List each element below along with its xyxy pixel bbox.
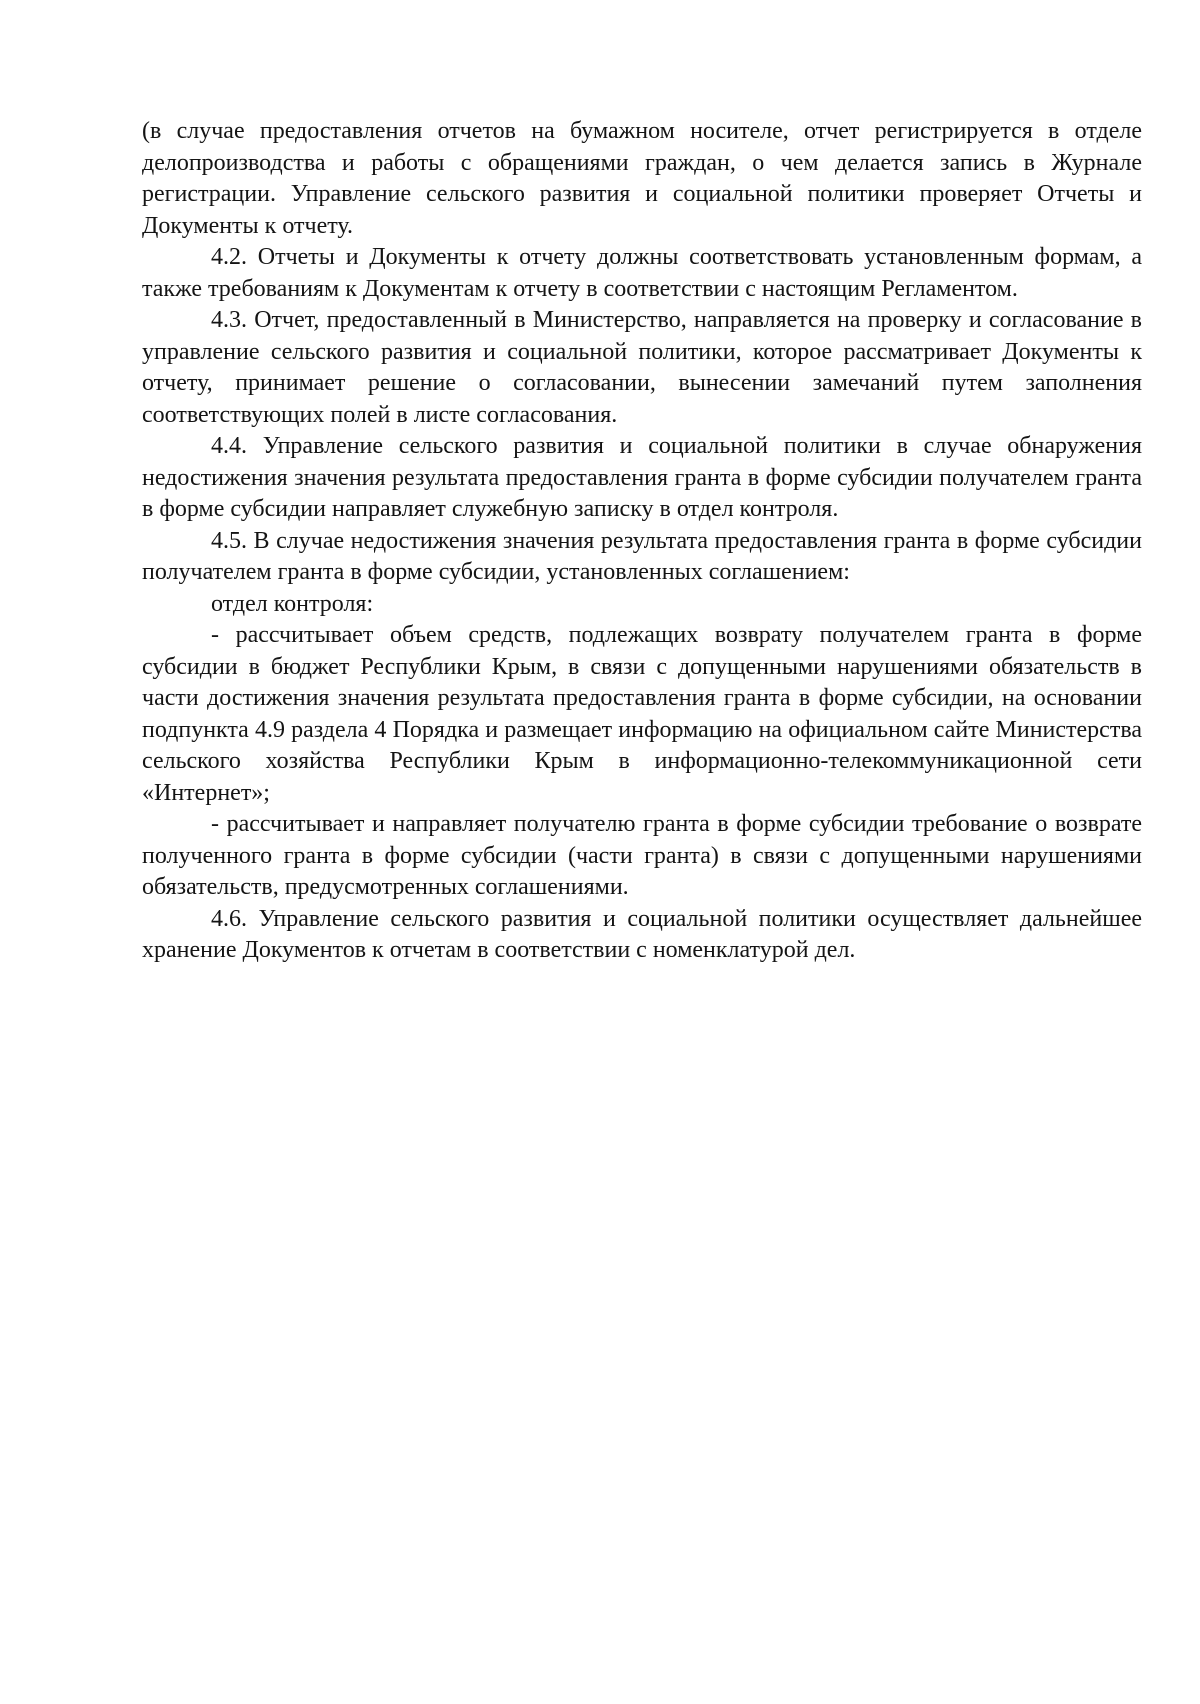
paragraph-intro: (в случае предоставления отчетов на бумажном носителе, отчет регистрируется в отделе делопроизводства и работы с обращениями граждан, о чем делается запись в Журнале регистрации. Управление сельского развития и социальной политики проверяет Отчеты и Документы к отчету.	[142, 118, 1142, 239]
paragraph-control-dept: отдел контроля:	[211, 590, 374, 617]
document-body	[142, 116, 1142, 967]
paragraph-bullet-1: - рассчитывает объем средств, подлежащих возврату получателем гранта в форме субсидии в бюджет Республики Крым, в связи с допущенными нарушениями обязательств в части достижения значения результата предоставления гранта в форме субсидии, на основании подпункта 4.9 раздела 4 Порядка и размещает информацию на официальном сайте Министерства сельского хозяйства Республики Крым в информационно-телекоммуникационной сети «Интернет»;	[142, 622, 1142, 806]
paragraph-4-2: 4.2. Отчеты и Документы к отчету должны соответствовать установленным формам, а также требованиям к Документам к отчету в соответствии с настоящим Регламентом.	[142, 244, 1142, 302]
paragraph-4-5: 4.5. В случае недостижения значения результата предоставления гранта в форме субсидии получателем гранта в форме субсидии, установленных соглашением:	[142, 527, 1142, 585]
paragraph-bullet-2: - рассчитывает и направляет получателю гранта в форме субсидии требование о возврате полученного гранта в форме субсидии (части гранта) в связи с допущенными нарушениями обязательств, предусмотренных соглашениями.	[142, 811, 1142, 900]
paragraph-4-4: 4.4. Управление сельского развития и социальной политики в случае обнаружения недостижения значения результата предоставления гранта в форме субсидии получателем гранта в форме субсидии направляет служебную записку в отдел контроля.	[142, 433, 1142, 522]
paragraph-4-6: 4.6. Управление сельского развития и социальной политики осуществляет дальнейшее хранение Документов к отчетам в соответствии с номенклатурой дел.	[142, 905, 1142, 963]
paragraph-4-3: 4.3. Отчет, предоставленный в Министерство, направляется на проверку и согласование в управление сельского развития и социальной политики, которое рассматривает Документы к отчету, принимает решение о согласовании, вынесении замечаний путем заполнения соответствующих полей в листе согласования.	[142, 307, 1142, 428]
